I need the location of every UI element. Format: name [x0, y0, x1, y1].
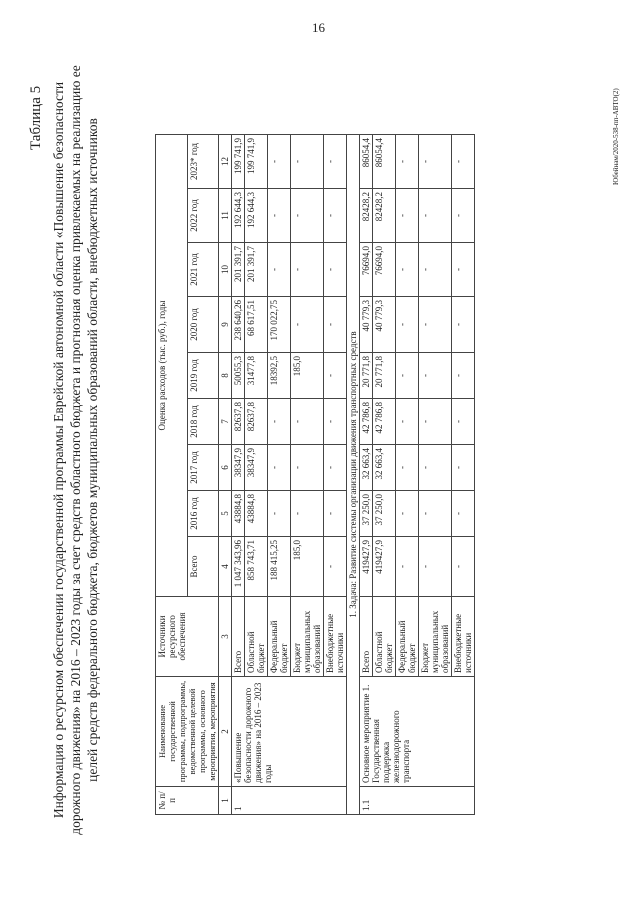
header-num: № п/п — [156, 787, 219, 815]
col-index: 1 — [219, 787, 232, 815]
value-cell: - — [324, 445, 347, 491]
value-cell: - — [324, 537, 347, 597]
value-cell: - — [396, 135, 419, 189]
col-index: 5 — [219, 491, 232, 537]
value-cell: 419427,9 — [373, 537, 396, 597]
value-cell: 68 617,51 — [245, 297, 268, 353]
value-cell: - — [324, 135, 347, 189]
value-cell: 40 779,3 — [373, 297, 396, 353]
value-cell: - — [291, 189, 324, 243]
value-cell: 419427,9 — [360, 537, 373, 597]
value-cell: - — [396, 537, 419, 597]
col-index: 6 — [219, 445, 232, 491]
value-cell: 199 741,9 — [232, 135, 245, 189]
header-source: Источники ресурсного обеспечения — [156, 597, 219, 677]
value-cell: - — [452, 353, 475, 399]
header-name: Наименование государственной программы, подпрограммы, ведомственной целевой программы, основного мероприятия, мероприятия — [156, 677, 219, 787]
col-index: 11 — [219, 189, 232, 243]
value-cell: - — [291, 491, 324, 537]
value-cell: - — [419, 491, 452, 537]
col-index: 4 — [219, 537, 232, 597]
col-index: 7 — [219, 399, 232, 445]
col-index: 12 — [219, 135, 232, 189]
value-cell: - — [419, 135, 452, 189]
source-cell: Федеральный бюджет — [268, 597, 291, 677]
value-cell: - — [291, 243, 324, 297]
value-cell: 31477,8 — [245, 353, 268, 399]
value-cell: - — [396, 243, 419, 297]
footer-code: Юбейнам/2020-538-пп-АВТО(2) — [612, 88, 620, 185]
value-cell: - — [452, 537, 475, 597]
source-cell: Всего — [232, 597, 245, 677]
value-cell: 86054,4 — [360, 135, 373, 189]
value-cell: 82637,8 — [245, 399, 268, 445]
value-cell: 192 644,3 — [245, 189, 268, 243]
row-name: Основное мероприятие 1. Государственная поддержка железнодорожного транспорта — [360, 677, 475, 787]
value-cell: 38347,9 — [232, 445, 245, 491]
col-index: 8 — [219, 353, 232, 399]
value-cell: - — [419, 399, 452, 445]
value-cell: - — [268, 445, 291, 491]
value-cell: 858 743,71 — [245, 537, 268, 597]
value-cell: - — [452, 445, 475, 491]
value-cell: - — [396, 189, 419, 243]
value-cell: - — [324, 353, 347, 399]
header-year: 2023* год — [187, 135, 219, 189]
header-year: 2017 год — [187, 445, 219, 491]
value-cell: 40 779,3 — [360, 297, 373, 353]
value-cell: - — [291, 135, 324, 189]
value-cell: 82428,2 — [360, 189, 373, 243]
value-cell: 42 786,8 — [360, 399, 373, 445]
value-cell: 192 644,3 — [232, 189, 245, 243]
activity-section — [360, 135, 475, 815]
value-cell: - — [324, 399, 347, 445]
value-cell: 43884,8 — [245, 491, 268, 537]
page-number: 16 — [312, 20, 325, 35]
header-year: 2018 год — [187, 399, 219, 445]
value-cell: - — [419, 189, 452, 243]
value-cell: 37 250,0 — [360, 491, 373, 537]
header-total: Всего — [187, 537, 219, 597]
value-cell: - — [452, 189, 475, 243]
value-cell: 38347,9 — [245, 445, 268, 491]
value-cell: 37 250,0 — [373, 491, 396, 537]
value-cell: 82428,2 — [373, 189, 396, 243]
value-cell: - — [419, 537, 452, 597]
program-section — [232, 135, 347, 815]
value-cell: 201 391,7 — [232, 243, 245, 297]
value-cell: - — [268, 399, 291, 445]
value-cell: 86054,4 — [373, 135, 396, 189]
value-cell: 188 415,25 — [268, 537, 291, 597]
value-cell: 82637,8 — [232, 399, 245, 445]
header-row-1 — [156, 135, 188, 815]
col-index: 2 — [219, 677, 232, 787]
header-year: 2019 год — [187, 353, 219, 399]
value-cell: 238 640,26 — [232, 297, 245, 353]
value-cell: - — [452, 297, 475, 353]
value-cell: - — [396, 399, 419, 445]
value-cell: 185,0 — [291, 537, 324, 597]
source-cell: Всего — [360, 597, 373, 677]
row-number: 1.1 — [360, 787, 475, 815]
value-cell: 76694,0 — [360, 243, 373, 297]
value-cell: - — [291, 399, 324, 445]
col-index: 3 — [219, 597, 232, 677]
source-cell: Федеральный бюджет — [396, 597, 419, 677]
header-year: 2021 год — [187, 243, 219, 297]
value-cell: - — [396, 491, 419, 537]
value-cell: 201 391,7 — [245, 243, 268, 297]
value-cell: 20 771,8 — [360, 353, 373, 399]
table-label: Таблица 5 — [28, 85, 44, 150]
value-cell: - — [324, 243, 347, 297]
value-cell: - — [419, 353, 452, 399]
header-year: 2020 год — [187, 297, 219, 353]
value-cell: 76694,0 — [373, 243, 396, 297]
value-cell: - — [268, 491, 291, 537]
value-cell: - — [291, 297, 324, 353]
header-estimate: Оценка расходов (тыс. руб.), годы — [156, 135, 188, 597]
value-cell: - — [452, 135, 475, 189]
value-cell: - — [291, 445, 324, 491]
value-cell: - — [268, 243, 291, 297]
value-cell: - — [324, 189, 347, 243]
value-cell: 185,0 — [291, 353, 324, 399]
value-cell: 20 771,8 — [373, 353, 396, 399]
task-row — [347, 135, 360, 815]
value-cell: - — [324, 297, 347, 353]
row-name: «Повышение безопасности дорожного движения» на 2016 – 2023 годы — [232, 677, 347, 787]
source-cell: Областной бюджет — [373, 597, 396, 677]
source-cell: Бюджет муниципальных образований — [291, 597, 324, 677]
value-cell: - — [419, 445, 452, 491]
table-row — [232, 135, 245, 815]
document-heading: Информация о ресурсном обеспечении государственной программы Еврейской автономной области «Повышение безопасности дорожного движения» на 2016 – 2023 годы за счет средств областного бюджета и прогнозная оценка привлекаемых на реализацию ее целей средств федерального бюджета, бюджетов муниципальных образований области, внебюджетных источников — [51, 65, 100, 835]
value-cell: - — [268, 189, 291, 243]
resource-table — [155, 134, 475, 815]
value-cell: 43884,8 — [232, 491, 245, 537]
row-number: 1 — [232, 787, 347, 815]
index-row — [219, 135, 232, 815]
value-cell: 32 663,4 — [373, 445, 396, 491]
source-cell: Бюджет муниципальных образований — [419, 597, 452, 677]
value-cell: - — [324, 491, 347, 537]
value-cell: 18392,5 — [268, 353, 291, 399]
value-cell: 32 663,4 — [360, 445, 373, 491]
value-cell: 50055,3 — [232, 353, 245, 399]
source-cell: Внебюджетные источники — [324, 597, 347, 677]
task-title: 1. Задача: Развитие системы организации движения транспортных средств — [347, 135, 360, 815]
value-cell: - — [396, 297, 419, 353]
value-cell: - — [419, 243, 452, 297]
value-cell: 42 786,8 — [373, 399, 396, 445]
value-cell: 170 022,75 — [268, 297, 291, 353]
source-cell: Внебюджетные источники — [452, 597, 475, 677]
source-cell: Областной бюджет — [245, 597, 268, 677]
value-cell: - — [452, 399, 475, 445]
value-cell: 1 047 343,96 — [232, 537, 245, 597]
value-cell: - — [452, 243, 475, 297]
value-cell: - — [452, 491, 475, 537]
value-cell: - — [396, 445, 419, 491]
col-index: 10 — [219, 243, 232, 297]
value-cell: - — [268, 135, 291, 189]
value-cell: 199 741,9 — [245, 135, 268, 189]
value-cell: - — [419, 297, 452, 353]
header-year: 2022 год — [187, 189, 219, 243]
table-row — [360, 135, 373, 815]
header-year: 2016 год — [187, 491, 219, 537]
value-cell: - — [396, 353, 419, 399]
col-index: 9 — [219, 297, 232, 353]
